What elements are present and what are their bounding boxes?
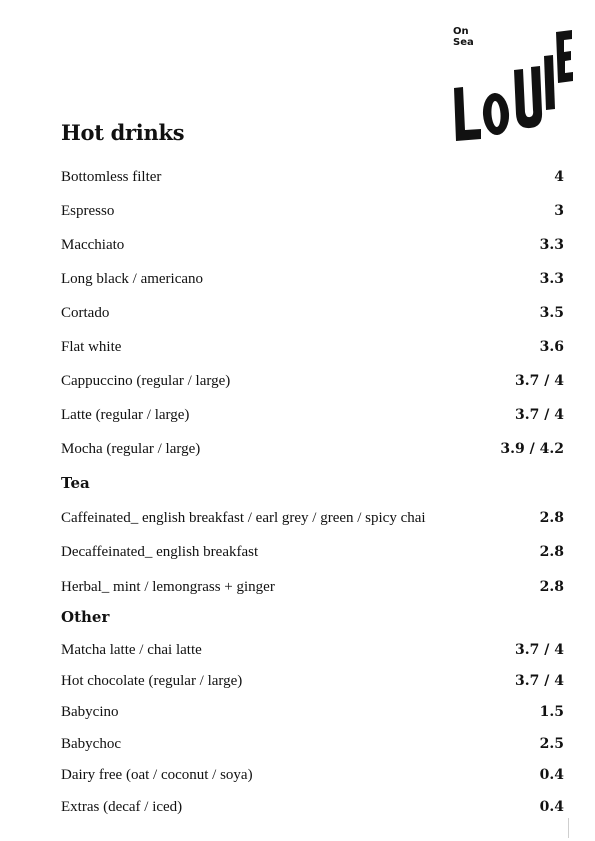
item-price: 0.4 <box>539 767 564 783</box>
item-name: Espresso <box>61 202 115 219</box>
item-price: 2.8 <box>539 510 564 526</box>
item-price: 3.7 / 4 <box>515 373 564 389</box>
menu-item <box>61 438 564 460</box>
item-name: Dairy free (oat / coconut / soya) <box>61 766 253 783</box>
item-price: 3.9 / 4.2 <box>500 441 564 457</box>
menu-item <box>61 200 564 222</box>
menu-item <box>61 268 564 290</box>
item-name: Macchiato <box>61 236 125 253</box>
louie-wordmark-graphic <box>448 26 573 146</box>
menu-item <box>61 507 564 529</box>
menu-item <box>61 541 564 563</box>
menu-item <box>61 670 564 692</box>
item-price: 2.8 <box>539 544 564 560</box>
item-price: 3 <box>554 203 564 219</box>
menu-item <box>61 764 564 786</box>
item-price: 1.5 <box>539 704 564 720</box>
logo-tagline-sea: Sea <box>453 37 474 48</box>
menu-item <box>61 639 564 661</box>
menu-item <box>61 302 564 324</box>
louie-on-sea-logo <box>448 26 573 146</box>
menu-item <box>61 576 564 598</box>
item-name: Latte (regular / large) <box>61 406 190 423</box>
item-price: 3.6 <box>539 339 564 355</box>
menu-item <box>61 166 564 188</box>
item-name: Decaffeinated_ english breakfast <box>61 543 259 560</box>
item-name: Matcha latte / chai latte <box>61 641 202 658</box>
item-price: 3.7 / 4 <box>515 642 564 658</box>
item-price: 3.7 / 4 <box>515 673 564 689</box>
menu-item <box>61 701 564 723</box>
menu-item <box>61 404 564 426</box>
item-price: 2.8 <box>539 579 564 595</box>
text-cursor-line <box>568 818 569 838</box>
item-name: Bottomless filter <box>61 168 162 185</box>
item-name: Cappuccino (regular / large) <box>61 372 231 389</box>
item-name: Babychoc <box>61 735 121 752</box>
item-name: Herbal_ mint / lemongrass + ginger <box>61 578 275 595</box>
item-price: 3.5 <box>539 305 564 321</box>
item-name: Flat white <box>61 338 122 355</box>
menu-item <box>61 336 564 358</box>
item-name: Hot chocolate (regular / large) <box>61 672 243 689</box>
logo-tagline-on: On <box>453 26 469 37</box>
menu-item <box>61 370 564 392</box>
item-name: Long black / americano <box>61 270 204 287</box>
page-title: Hot drinks <box>61 120 185 145</box>
item-name: Caffeinated_ english breakfast / earl grey / green / spicy chai <box>61 509 426 526</box>
section-title-tea: Tea <box>61 474 90 492</box>
item-price: 3.3 <box>539 237 564 253</box>
item-price: 3.7 / 4 <box>515 407 564 423</box>
section-title-other: Other <box>61 608 110 626</box>
item-price: 2.5 <box>539 736 564 752</box>
item-price: 0.4 <box>539 799 564 815</box>
item-price: 3.3 <box>539 271 564 287</box>
item-price: 4 <box>554 169 564 185</box>
item-name: Mocha (regular / large) <box>61 440 201 457</box>
menu-item <box>61 234 564 256</box>
item-name: Cortado <box>61 304 110 321</box>
menu-item <box>61 733 564 755</box>
item-name: Babycino <box>61 703 119 720</box>
menu-item <box>61 796 564 818</box>
item-name: Extras (decaf / iced) <box>61 798 183 815</box>
